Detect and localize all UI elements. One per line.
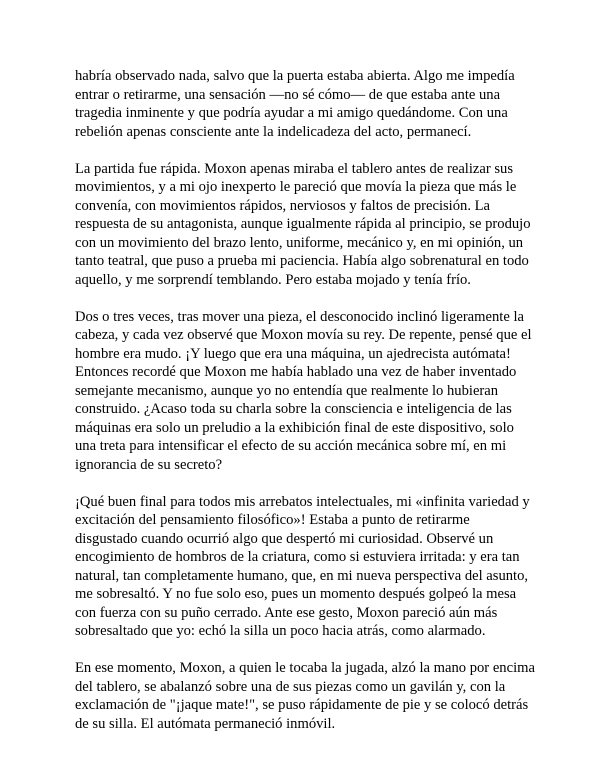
- document-body: [75, 67, 535, 752]
- paragraph-2: La partida fue rápida. Moxon apenas miraba el tablero antes de realizar sus movimientos, y a mi ojo inexperto le pareció que movía la pieza que más le convenía, con movimientos rápidos, nerviosos y faltos de precisión. La respuesta de su antagonista, aunque igualmente rápida al principio, se produjo con un movimiento del brazo lento, uniforme, mecánico y, en mi opinión, un tanto teatral, que puso a prueba mi paciencia. Había algo sobrenatural en todo aquello, y me sorprendí temblando. Pero estaba mojado y tenía frío.: [75, 160, 531, 288]
- paragraph-3: Dos o tres veces, tras mover una pieza, el desconocido inclinó ligeramente la cabeza, y cada vez observé que Moxon movía su rey. De repente, pensé que el hombre era mudo. ¡Y luego que era una máquina, un ajedrecista autómata! Entonces recordé que Moxon me había hablado una vez de haber inventado semejante mecanismo, aunque yo no entendía que realmente lo hubieran construido. ¿Acaso toda su charla sobre la consciencia e inteligencia de las máquinas era solo un preludio a la exhibición final de este dispositivo, solo una treta para intensificar el efecto de su acción mecánica sobre mí, en mi ignorancia de su secreto?: [75, 308, 532, 473]
- paragraph-1: habría observado nada, salvo que la puerta estaba abierta. Algo me impedía entrar o retirarme, una sensación —no sé cómo— de que estaba ante una tragedia inminente y que podría ayudar a mi amigo quedándome. Con una rebelión apenas consciente ante la indelicadeza del acto, permanecí.: [75, 68, 515, 140]
- paragraph-4: ¡Qué buen final para todos mis arrebatos intelectuales, mi «infinita variedad y excitación del pensamiento filosófico»! Estaba a punto de retirarme disgustado cuando ocurrió algo que despertó mi curiosidad. Observé un encogimiento de hombros de la criatura, como si estuviera irritada: y era tan natural, tan completamente humano, que, en mi nueva perspectiva del asunto, me sobresaltó. Y no fue solo eso, pues un momento después golpeó la mesa con fuerza con su puño cerrado. Ante ese gesto, Moxon pareció aún más sobresaltado que yo: echó la silla un poco hacia atrás, como alarmado.: [75, 493, 530, 639]
- paragraph-5: En ese momento, Moxon, a quien le tocaba la jugada, alzó la mano por encima del tablero, se abalanzó sobre una de sus piezas como un gavilán y, con la exclamación de "¡jaque mate!", se puso rápidamente de pie y se colocó detrás de su silla. El autómata permaneció inmóvil.: [75, 660, 535, 732]
